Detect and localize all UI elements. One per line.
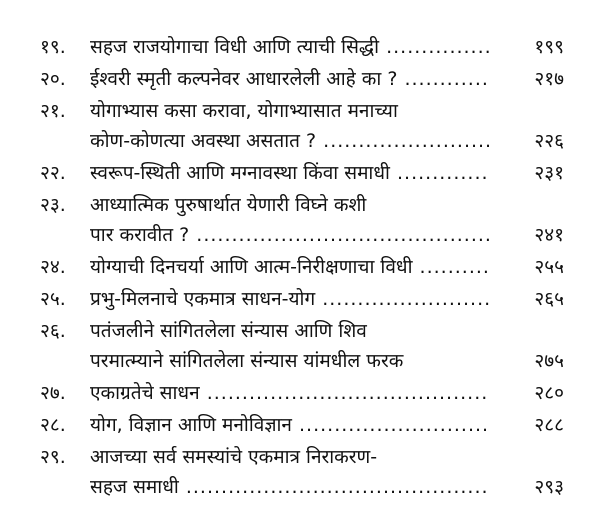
toc-entry <box>0 442 600 472</box>
entry-title: प्रभु-मिलनाचे एकमात्र साधन-योग ..... <box>90 284 490 314</box>
entry-number: २८. <box>40 414 66 436</box>
entry-number: २१. <box>40 100 66 122</box>
entry-title: आध्यात्मिक पुरुषार्थात येणारी विघ्ने कशी <box>90 194 367 216</box>
entry-page: २५५ <box>534 256 564 278</box>
entry-number: २२. <box>40 162 66 184</box>
toc-entry <box>0 284 600 314</box>
toc-entry-continuation <box>0 346 600 376</box>
entry-number: २४. <box>40 256 66 278</box>
toc-entry <box>0 32 600 62</box>
entry-title: स्वरूप-स्थिती आणि मग्नावस्था किंवा समाधी ..... <box>90 158 490 188</box>
toc-entry-continuation <box>0 472 600 502</box>
entry-number: २६. <box>40 320 66 342</box>
entry-title: पतंजलीने सांगितलेला संन्यास आणि शिव <box>90 320 367 342</box>
entry-page: २९३ <box>534 476 564 498</box>
entry-title: एकाग्रतेचे साधन ..... <box>90 378 490 408</box>
entry-title-line-2: कोण-कोणत्या अवस्था असतात ? ..... <box>90 126 490 156</box>
entry-page: २६५ <box>534 288 564 310</box>
entry-number: २७. <box>40 382 66 404</box>
entry-title: ईश्वरी स्मृती कल्पनेवर आधारलेली आहे का ? ..... <box>90 64 490 94</box>
toc-entry <box>0 158 600 188</box>
entry-number: २५. <box>40 288 66 310</box>
toc-entry-continuation <box>0 126 600 156</box>
entry-page: २८० <box>534 382 564 404</box>
entry-title: योगाभ्यास कसा करावा, योगाभ्यासात मनाच्या <box>90 100 398 122</box>
entry-title: योग्याची दिनचर्या आणि आत्म-निरीक्षणाचा विधी ..... <box>90 252 490 282</box>
entry-title: सहज राजयोगाचा विधी आणि त्याची सिद्धी ..... <box>90 32 490 62</box>
toc-entry <box>0 316 600 346</box>
entry-page: १९९ <box>534 36 564 58</box>
toc-entry <box>0 64 600 94</box>
entry-page: २२६ <box>534 130 564 152</box>
entry-title-line-2: परमात्म्याने सांगितलेला संन्यास यांमधील फरक <box>90 350 404 372</box>
toc-entry <box>0 190 600 220</box>
toc-entry-continuation <box>0 220 600 250</box>
toc-entry <box>0 410 600 440</box>
entry-title: योग, विज्ञान आणि मनोविज्ञान ..... <box>90 410 490 440</box>
entry-number: २०. <box>40 68 66 90</box>
entry-page: २३१ <box>534 162 564 184</box>
entry-number: २९. <box>40 446 66 468</box>
entry-page: २७५ <box>534 350 564 372</box>
entry-page: २४१ <box>534 224 564 246</box>
entry-number: १९. <box>40 36 66 58</box>
entry-page: २१७ <box>534 68 564 90</box>
toc-entry <box>0 96 600 126</box>
toc-entry <box>0 252 600 282</box>
entry-page: २८८ <box>534 414 564 436</box>
entry-title: आजच्या सर्व समस्यांचे एकमात्र निराकरण- <box>90 446 378 468</box>
toc-entry <box>0 378 600 408</box>
entry-title-line-2: पार करावीत ? ..... <box>90 220 490 250</box>
entry-number: २३. <box>40 194 66 216</box>
entry-title-line-2: सहज समाधी ..... <box>90 472 490 502</box>
